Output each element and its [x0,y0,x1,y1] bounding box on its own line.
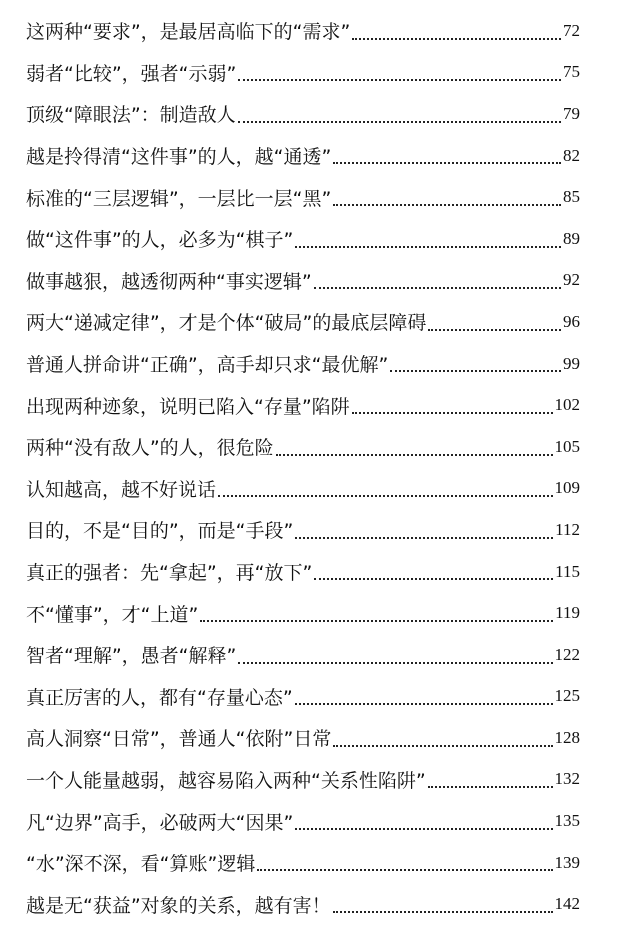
dot-leader [238,79,561,81]
entry-title: 越是无“获益”对象的关系，越有害！ [26,894,331,917]
entry-title: 高人洞察“日常”，普通人“依附”日常 [26,728,332,751]
entry-page-number: 132 [554,769,580,789]
entry-page-number: 122 [554,644,580,664]
toc-entry[interactable] [0,551,620,593]
toc-entry[interactable] [0,218,620,260]
entry-page-number: 89 [563,228,580,248]
dot-leader [390,370,561,372]
dot-leader [238,121,561,123]
toc-entry[interactable] [0,800,620,842]
entry-page-number: 82 [563,145,580,165]
dot-leader [352,38,561,40]
entry-title: 标准的“三层逻辑”，一层比一层“黑” [26,187,332,210]
entry-title: 凡“边界”高手，必破两大“因果” [26,811,294,834]
entry-page-number: 112 [555,519,580,539]
entry-title: “水”深不深，看“算账”逻辑 [26,853,256,876]
dot-leader [352,412,553,414]
entry-page-number: 102 [554,395,580,415]
dot-leader [428,786,553,788]
toc-entry[interactable] [0,509,620,551]
toc-entry[interactable] [0,759,620,801]
entry-page-number: 125 [554,686,580,706]
entry-page-number: 119 [555,603,580,623]
entry-title: 出现两种迹象，说明已陷入“存量”陷阱 [26,395,350,418]
toc-entry[interactable] [0,426,620,468]
entry-title: 这两种“要求”，是最居高临下的“需求” [26,21,351,44]
dot-leader [200,620,553,622]
entry-page-number: 75 [563,62,580,82]
dot-leader [333,911,553,913]
entry-page-number: 72 [563,20,580,40]
dot-leader [257,869,552,871]
entry-page-number: 142 [554,894,580,914]
entry-title: 越是拎得清“这件事”的人，越“通透” [26,146,332,169]
entry-title: 一个人能量越弱，越容易陷入两种“关系性陷阱” [26,769,426,792]
dot-leader [276,454,553,456]
dot-leader [238,662,552,664]
dot-leader [333,204,561,206]
entry-title: 智者“理解”，愚者“解释” [26,645,237,668]
dot-leader [333,162,561,164]
dot-leader [428,329,561,331]
entry-page-number: 85 [563,187,580,207]
dot-leader [314,287,561,289]
toc-entry[interactable] [0,883,620,925]
toc-entry[interactable] [0,717,620,759]
entry-title: 目的，不是“目的”，而是“手段” [26,520,294,543]
entry-page-number: 139 [554,852,580,872]
entry-page-number: 92 [563,270,580,290]
toc-entry[interactable] [0,93,620,135]
toc-entry[interactable] [0,52,620,94]
entry-page-number: 79 [563,103,580,123]
entry-title: 真正厉害的人，都有“存量心态” [26,686,293,709]
toc-entry[interactable] [0,343,620,385]
entry-page-number: 115 [555,561,580,581]
entry-page-number: 128 [554,727,580,747]
entry-page-number: 99 [563,353,580,373]
entry-title: 两大“递减定律”，才是个体“破局”的最底层障碍 [26,312,427,335]
toc-entry[interactable] [0,592,620,634]
entry-title: 不“懂事”，才“上道” [26,603,199,626]
entry-page-number: 96 [563,311,580,331]
toc-entry[interactable] [0,176,620,218]
entry-title: 弱者“比较”，强者“示弱” [26,62,237,85]
entry-page-number: 109 [554,478,580,498]
toc-entry[interactable] [0,10,620,52]
entry-title: 认知越高，越不好说话 [26,478,217,501]
dot-leader [333,745,552,747]
entry-title: 做事越狠，越透彻两种“事实逻辑” [26,270,312,293]
toc-entry[interactable] [0,676,620,718]
entry-title: 顶级“障眼法”：制造敌人 [26,104,236,127]
entry-page-number: 135 [554,811,580,831]
dot-leader [295,537,553,539]
entry-title: 两种“没有敌人”的人，很危险 [26,437,274,460]
toc-entry[interactable] [0,301,620,343]
toc-entry[interactable] [0,634,620,676]
entry-page-number: 105 [554,436,580,456]
dot-leader [295,246,561,248]
toc-entry[interactable] [0,468,620,510]
entry-title: 普通人拼命讲“正确”，高手却只求“最优解” [26,354,389,377]
toc-entry[interactable] [0,384,620,426]
dot-leader [295,703,553,705]
dot-leader [295,828,552,830]
toc-entry[interactable] [0,842,620,884]
toc-entry[interactable] [0,135,620,177]
toc-entry[interactable] [0,260,620,302]
entry-title: 真正的强者：先“拿起”，再“放下” [26,562,313,585]
entry-title: 做“这件事”的人，必多为“棋子” [26,229,294,252]
dot-leader [218,495,552,497]
dot-leader [314,578,553,580]
